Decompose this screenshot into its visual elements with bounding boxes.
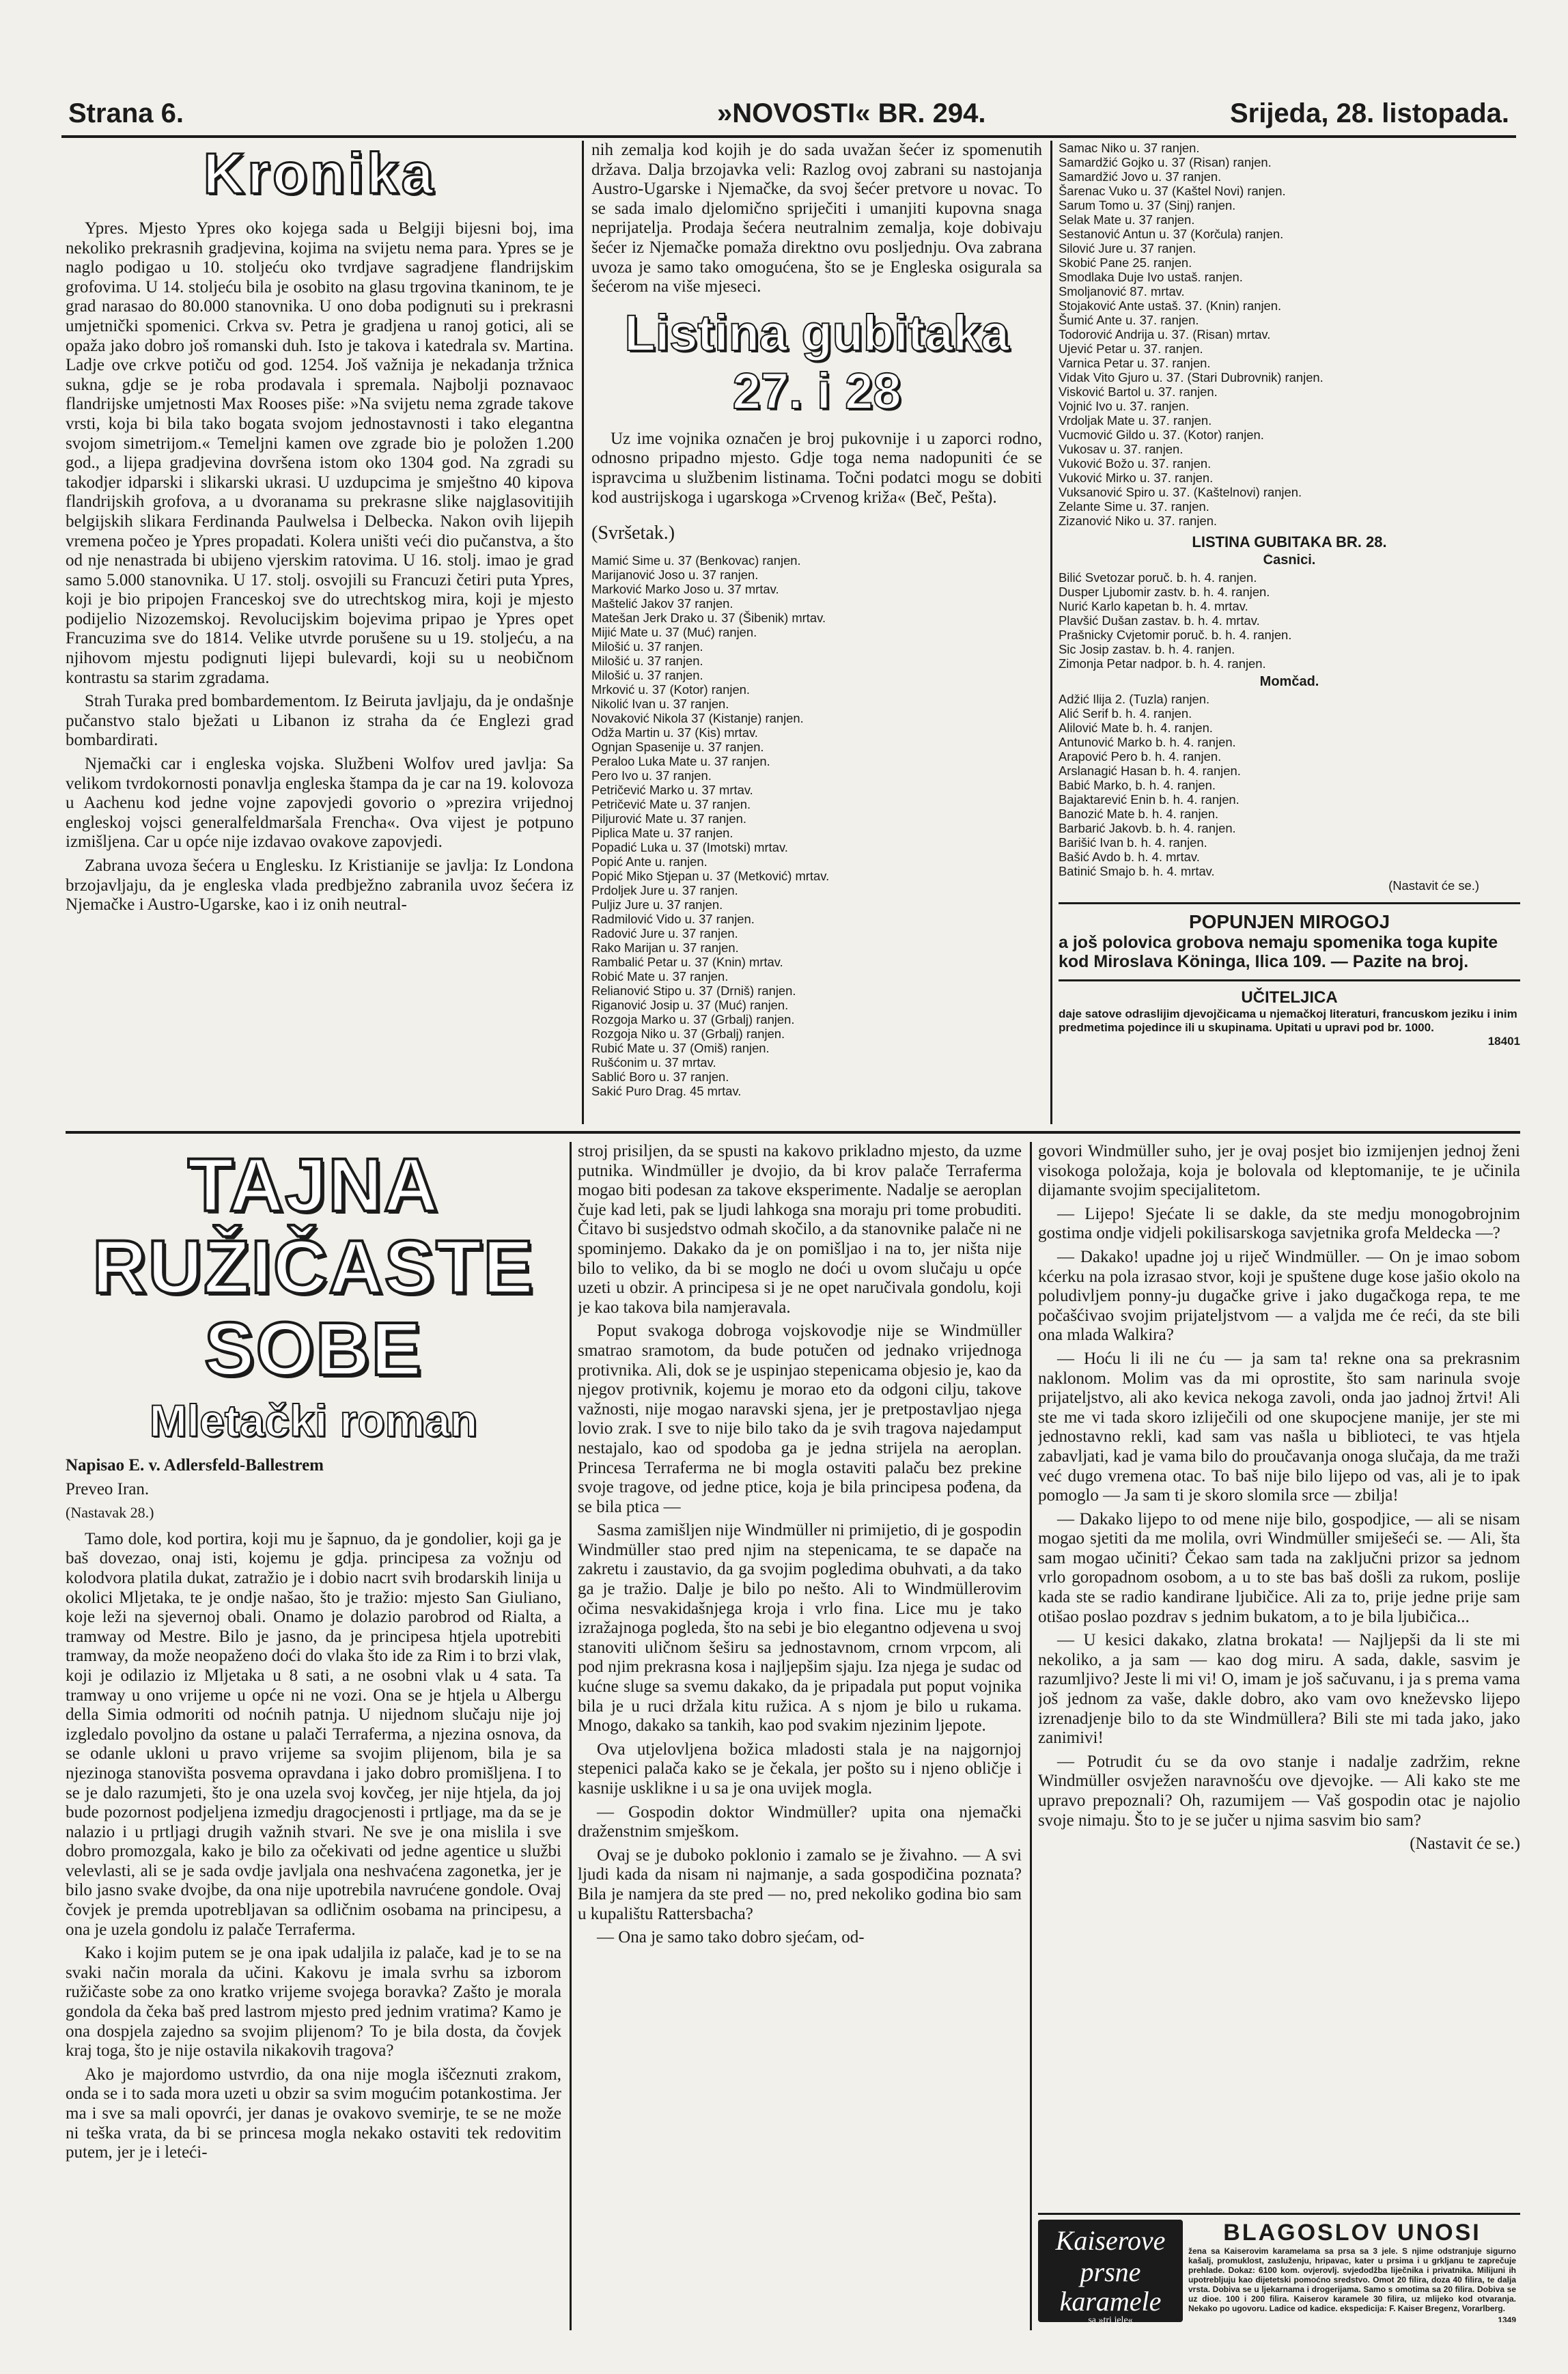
blagoslov-body: žena sa Kaiserovim karamelama sa prsa sa 3 jele. S njime odstranjuje sigurno kašalj, promuklost, zasluženju, hripavac, kater u prsima i u grkljanu te zaprečuje prehlade. Dokaz: 6100 kom. ovjerovlj. svjedodžba liječnika i privatnika. Milijuni ih upotrebljuju kao dijetetski pomoćno sredstvo. Omot 20 filira, doza 40 filira, te dalja vrsta. Dobiva se u ljekarnama i drogerijama. Samo s omotima sa 20 filira. Dobiva se uz dioe. 100 i 200 filira. Kaiserov karamele 30 filira, uz mlijeko kod otvaranja. Nekako po ugovoru. Ladice od kadice. ekspedicija: F. Kaiser Bregenz, Vorarlberg.	[1188, 2246, 1516, 2313]
casualty-entry: Adžić Ilija 2. (Tuzla) ranjen.	[1059, 692, 1210, 706]
casualty-entry: Rubić Mate u. 37 (Omiš) ranjen.	[591, 1040, 770, 1055]
masthead: »NOVOSTI« BR. 294.	[717, 98, 986, 128]
casualty-entry: Bilić Svetozar poruč. b. h. 4. ranjen.	[1059, 570, 1257, 585]
casualty-entry: Stojaković Ante ustaš. 37. (Knin) ranjen.	[1059, 298, 1282, 313]
casualty-entry: Nurić Karlo kapetan b. h. 4. mrtav.	[1059, 599, 1248, 613]
casualty-entry: Sakić Puro Drag. 45 mrtav.	[591, 1083, 742, 1098]
novel-text-2c: Sasma zamišljen nije Windmüller ni primijetio, di je gospodin Windmüller stao pred njim na stepenicama, te se dapače na zakretu i zaustavio, da ga svojim pogledima obuhvati, a da tako ga je tražio. Dalje je bilo po nešto. Ali to Windmüllerovim očima nesvakidašnjega kroja i vrlo fina. Lice mu je tako izražajnoga pogleda, što na sebi je bio elegantno odjevena u svoj stanoviti uličnom šeširu sa jednostavnom, crnom vrpcom, ali pod njim prekrasna kosa i najljepšim sjaju. Iza njega je sudac od kućne sluge sa svemu dakako, da je pripadala put poput vojnika bila je u ruci držala kitu ružica. A s njom je bilo u rukama. Mnogo, dakako sa tankih, kao pod svakim njezinim ljepote.	[578, 1521, 1022, 1735]
novel-text-2a: stroj prisiljen, da se spusti na kakovo prikladno mjesto, da uzme putnika. Windmüller je dvojio, da bi krov palače Terraferma mogao biti podesan za takove eksperimente. Nadalje se aeroplan čuje kad leti, pak se ljudi lahkoga sna moraju pri tome probuditi. Čitavo bi susjedstvo odmah skočilo, a da stanovnike palače ni ne spominjemo. Dakako da je on pomišljao i na to, jer ništa nije bilo to veliko, da bi se moglo ne doći u ovom slučaju u opće uzeti u obzir. A principesa si je ne opet naručivala gondolu, koji je kao takova bila namjeravala.	[578, 1142, 1022, 1317]
casualty-entry: Plavšić Dušan zastav. b. h. 4. mrtav.	[1059, 613, 1260, 628]
casualty-entry: Antunović Marko b. h. 4. ranjen.	[1059, 735, 1236, 749]
casualty-entry: Samac Niko u. 37 ranjen.	[1059, 141, 1200, 155]
ad-divider	[1038, 2213, 1520, 2215]
casualty-entry: Sestanović Antun u. 37 (Korčula) ranjen.	[1059, 227, 1284, 241]
kaiserove-line2: prsne	[1080, 2257, 1141, 2287]
casualty-entry: Barišić Ivan b. h. 4. ranjen.	[1059, 835, 1207, 850]
casualty-entry: Bašić Avdo b. h. 4. mrtav.	[1059, 850, 1200, 864]
casualty-entry: Piplica Mate u. 37 ranjen.	[591, 825, 733, 840]
casualty-entry: Maštelić Jakov 37 ranjen.	[591, 596, 733, 611]
right-top-column	[1059, 141, 1520, 1124]
casualty-entry: Zelante Sime u. 37. ranjen.	[1059, 499, 1209, 514]
casualty-entry: Varnica Petar u. 37. ranjen.	[1059, 356, 1211, 370]
casualty-entry: Šumić Ante u. 37. ranjen.	[1059, 313, 1199, 327]
listing-intro: Uz ime vojnika označen je broj pukovnije i u zaporci rodno, odnosno pripadno mjesto. Gdje toga nema nadopuniti će se ispravcima u službenim listinama. Točni podatci mogu se dobiti kod austrijskoga i ugarskoga »Crvenog križa« (Beč, Pešta).	[591, 429, 1042, 507]
casualty-entry: Rako Marijan u. 37 ranjen.	[591, 940, 739, 955]
listing-names-mid	[591, 553, 1042, 1098]
casualty-entry: Vuksanović Spiro u. 37. (Kaštelnovi) ranjen.	[1059, 485, 1302, 499]
casualty-entry: Sarum Tomo u. 37 (Sinj) ranjen.	[1059, 198, 1236, 212]
column-divider	[1050, 141, 1052, 1124]
casualty-entry: Mijić Mate u. 37 (Muć) ranjen.	[591, 624, 757, 639]
novel-translator: Preveo Iran.	[66, 1479, 150, 1498]
casualty-entry: Relianović Stipo u. 37 (Drniš) ranjen.	[591, 983, 796, 998]
novel-text-3d: — Hoću li ili ne ću — ja sam ta! rekne ona sa prekrasnim naklonom. Molim vas da mi oprostite, što sam narinula svoje prijateljstvo, ali ako kevica nekoga zavoli, onda jao jadnoj žrtvi! Ali ste me vi tada skoro izliječili od one skupocjene manije, jer ste mi jednostavno rekli, kad sam vas našla u biblioteci, te vas htjela zabavljati, kad je vama bilo do proučavanja onoga slučaja, da me traži već dugo vremena otac. To baš nije bilo lijepo od vas, ali je to ipak pomoglo — Ja sam ti je skoro slomila srce — zbilja!	[1038, 1349, 1520, 1505]
casualty-entry: Banozić Mate b. h. 4. ranjen.	[1059, 807, 1219, 821]
novel-column-3	[1038, 1142, 1520, 2211]
casualty-entry: Arapović Pero b. h. 4. ranjen.	[1059, 749, 1222, 764]
novel-title: TAJNA RUŽIČASTE SOBE	[92, 1143, 535, 1391]
ad-teacher-title: UČITELJICA	[1241, 988, 1338, 1007]
casualty-entry: Pero Ivo u. 37 ranjen.	[591, 768, 712, 783]
casualty-entry: Selak Mate u. 37 ranjen.	[1059, 212, 1195, 227]
novel-text-2f: Ovaj se je duboko poklonio i zamalo se je živahno. — A svi ljudi kada da nisam ni najmanje, a sada gospodičina poznata? Bila je namjera da ste pred — no, pred nekoliko godina bio sam u kupalištu Rattersbacha?	[578, 1845, 1022, 1923]
issue-date: Srijeda, 28. listopada.	[1229, 98, 1509, 128]
casualty-entry: Bajaktarević Enin b. h. 4. ranjen.	[1059, 792, 1240, 807]
casualty-entry: Petričević Marko u. 37 mrtav.	[591, 782, 753, 797]
section-divider	[66, 1131, 1520, 1134]
listing-names-right-c	[1059, 692, 1520, 878]
novel-text-1b: Kako i kojim putem se je ona ipak udaljila iz palače, kad je to se na svaki način morala da učini. Kakovu je imala svrhu sa izborom ružičaste sobe za ono kratko vrijeme svojega boravka? Zašto je morala gondola da čeka baš pred lastrom mjesto pred jednim vratima? Kamo je ona dospjela zajedno sa svojim plijenom? To je bila dosta, da čovjek kraj toga, što je nije ostavila nikakovih tragova?	[66, 1944, 561, 2061]
casualty-entry: Milošić u. 37 ranjen.	[591, 639, 703, 654]
casualty-entry: Todorović Andrija u. 37. (Risan) mrtav.	[1059, 327, 1271, 341]
casualty-entry: Visković Bartol u. 37. ranjen.	[1059, 385, 1218, 399]
novel-column-2	[578, 1142, 1022, 2330]
casualty-entry: Dusper Ljubomir zastv. b. h. 4. ranjen.	[1059, 585, 1270, 599]
column-divider	[570, 1142, 572, 2330]
casualty-entry: Sic Josip zastav. b. h. 4. ranjen.	[1059, 642, 1235, 656]
casualty-entry: Mamić Sime u. 37 (Benkovac) ranjen.	[591, 553, 801, 568]
novel-text-1c: Ako je majordomo ustvrdio, da ona nije mogla iščeznuti zrakom, onda se i to sada mora uzeti u obzir sa svim mogućim potankostima. Jer ma i sve sa mali opovrći, jer danas je ovakovo svemirje, te se ne može ni teška vrata, da bi se princesa mogla nekako ostaviti tek redovitim putem, jer je i leteći-	[66, 2065, 561, 2162]
casualty-entry: Babić Marko, b. h. 4. ranjen.	[1059, 778, 1216, 792]
casualty-entry: Rozgoja Niko u. 37 (Grbalj) ranjen.	[591, 1026, 785, 1041]
ad-divider	[1059, 902, 1520, 904]
blagoslov-title: BLAGOSLOV UNOSI	[1223, 2220, 1481, 2246]
casualty-entry: Smoljanović 87. mrtav.	[1059, 284, 1185, 298]
casualty-entry: Marković Marko Joso u. 37 mrtav.	[591, 581, 779, 596]
kaiserove-mini: sa »tri jele«	[1088, 2315, 1133, 2326]
casualty-entry: Popić Ante u. ranjen.	[591, 854, 708, 869]
listing-title: Listina gubitaka 27. i 28	[624, 304, 1009, 419]
casualty-entry: Riganović Josip u. 37 (Muć) ranjen.	[591, 997, 789, 1012]
novel-text-3g: — Potrudit ću se da ovo stanje i nadalje zadržim, rekne Windmüller osvježen naravnošću ove djevojke. — Ali kako ste me upravo prepoznali? Oh, razumijem — Vaš gospodin otac je najolio svoje nimaju. Što to je se jučer u njima sasvim bio sam?	[1038, 1752, 1520, 1830]
casualty-entry: Prašnicky Cvjetomir poruč. b. h. 4. ranjen.	[1059, 628, 1292, 642]
ad-teacher-body: daje satove odraslijim djevojčicama u njemačkoj literaturi, francuskom jeziku i inim predmetima pojedince ili u skupinama. Upitati u upravi pod br. 1000.	[1059, 1007, 1517, 1034]
novel-text-2e: — Gospodin doktor Windmüller? upita ona njemački draženstnim smješkom.	[578, 1802, 1022, 1841]
casualty-entry: Samardžić Jovo u. 37 ranjen.	[1059, 169, 1222, 184]
casualty-entry: Radović Jure u. 37 ranjen.	[591, 925, 738, 940]
novel-text-2d: Ova utjelovljena božica mladosti stala je na najgornjoj stepenici palača kako se je čekala, jer pošto su i njeno obličje i kasnije usklikne i u sa je ona uvijek mogla.	[578, 1740, 1022, 1798]
casualty-entry: Piljurović Mate u. 37 ranjen.	[591, 811, 746, 826]
page-header	[61, 93, 1516, 138]
listing-names-right-b	[1059, 570, 1520, 671]
officers-heading: Časnici.	[1263, 553, 1316, 568]
casualty-entry: Prdoljek Jure u. 37 ranjen.	[591, 882, 738, 897]
casualty-entry: Milošić u. 37 ranjen.	[591, 667, 703, 682]
blagoslov-ad	[1188, 2220, 1516, 2322]
novel-text-3c: — Dakako! upadne joj u riječ Windmüller. — On je imao sobom kćerku na pola izrasao stvor, koji je spuštene duge kose jašio okolo na poludivljem ponny-ju dugačke grive i jako dugačkoga repa, te me počašćivao svojim prijateljstvom — a valjda me će reći, da ste bili ona mlada Walkira?	[1038, 1247, 1520, 1345]
kronika-secer: Zabrana uvoza šećera u Englesku. Iz Kristianije se javlja: Iz Londona brzojavljaju, da je engleska vlada predbježno zabranila uvoz šećera iz Njemačke i Austro-Ugarske, kao i iz onih neutral-	[66, 856, 574, 914]
secer-continued: nih zemalja kod kojih je do sada uvažan šećer iz spomenutih država. Dalja brzojavka veli: Razlog ovoj zabrani su nastojanja Austro-Ugarske i Njemačke, da svoj šećer pretvore u novac. To se sada imalo djelomično spriječiti i umanjiti kupovna snaga neprijatelja. Prodaja šećera neutralnim zemalja, koje dobivaju šećer iz Njemačke pomaža direktno ovu posljednju. Ova zabrana uvoza je samo tako omogućena, što se je Engleska osigurala sa šećerom na više mjeseci.	[591, 141, 1042, 296]
casualty-entry: Popić Miko Stjepan u. 37 (Metković) mrtav.	[591, 868, 830, 883]
casualty-entry: Novaković Nikola 37 (Kistanje) ranjen.	[591, 710, 804, 725]
casualty-entry: Rušćonim u. 37 mrtav.	[591, 1055, 716, 1070]
ad-divider	[1059, 979, 1520, 981]
middle-top-column	[591, 141, 1042, 1124]
casualty-entry: Šarenac Vuko u. 37 (Kaštel Novi) ranjen.	[1059, 184, 1286, 198]
kronika-car: Njemački car i engleska vojska. Službeni Wolfov ured javlja: Sa velikom tvrdokornosti ponavlja engleska štampa da je car na 19. kolovoza u Aachenu kod jedne vojne zapovjedi govorio o »prezira vrijednoj engleskoj vojsci generalfeldmaršala Frencha«. Ova vijest je potpuno izmišljena. Car u opće nije izdavao ovakove zapovjedi.	[66, 755, 574, 852]
kaiserove-line3: karamele	[1059, 2286, 1162, 2317]
casualty-entry: Smodlaka Duje Ivo ustaš. ranjen.	[1059, 270, 1243, 284]
casualty-entry: Alić Serif b. h. 4. ranjen.	[1059, 706, 1192, 721]
casualty-entry: Milošić u. 37 ranjen.	[591, 653, 703, 668]
casualty-entry: Vucmović Gildo u. 37. (Kotor) ranjen.	[1059, 428, 1264, 442]
page-number: Strana 6.	[68, 98, 184, 128]
ad-mirogoj-title: POPUNJEN MIROGOJ	[1188, 911, 1390, 932]
casualty-entry: Nikolić Ivan u. 37 ranjen.	[591, 696, 729, 711]
kronika-ypres: Ypres. Mjesto Ypres oko kojega sada u Belgiji bijesni boj, ima nekoliko prekrasnih gradjevina, kojima na svijetu nema para. Ypres se je naglo podigao u 10. stoljeću oko tvrdjave sagradjene flandrijskim grofovima. U 14. stoljeću bila je osobito na glasu trgovina tkaninom, te je grad narasao do 80.000 stanovnika. U ono doba podignuti su i prekrasni umjetnički spomenici. Crkva sv. Petra je gradjena u ranoj gotici, ali se opaža jako dobro još romanski duh. Isto je takova i katedrala sv. Martina. Ladje ove crkve potiču od god. 1254. Još važnija je nekadanja tržnica sukna, gdje se je roba prodavala i spremala. Najbolji poznavaoc flandrijske umjetnosti Max Rooses piše: »Na svijetu nema zgrade takove vrsti, koja bi bila tako bogata svojom jednostavnosti i tako elegantna svojom simetrijom.« Temeljni kamen ove zgrade bio je položen 1.200 god., a lijepa gradjevina dovršena istom oko 1304 god. Na zgradi su takodjer idparski i slikarski ukrasi. U uzdupcima je smještno 40 kipova flandrijskih grofova, a u dvoranama su prekrasne slike najglasovitijih belgijskih slikara Ferdinanda Paulwelsa i Delbecka. Nakon ovih lijepih vremena počeo je Ypres propadati. Kolera uništi veći dio pučanstva, a što od nje nenastrada bi ubijeno vjerskim ratovima. U 16. stolj. imao je grad samo 5.000 stanovnika. U 17. stolj. osvojili su Francuzi četiri puta Ypres, koji je bio pripojen Franceskoj sve do utrechtskog mira, koji je mjesto podijelio Nizozemskoj. Revolucijskim bojevima pripao je Ypres opet Francuzima sve do 1814. Velike utvrde porušene su u 19. stoljeću, a na njihovom mjestu podignuti lijepi bulevardi, koji su u neobičnom kontrastu sa starim zgradama.	[66, 219, 574, 687]
listing-28-heading: LISTINA GUBITAKA BR. 28.	[1192, 535, 1387, 549]
novel-installment: (Nastavak 28.)	[66, 1504, 154, 1522]
casualty-entry: Zizanović Niko u. 37. ranjen.	[1059, 514, 1218, 528]
casualty-entry: Odža Martin u. 37 (Kis) mrtav.	[591, 725, 758, 740]
casualty-entry: Rozgoja Marko u. 37 (Grbalj) ranjen.	[591, 1011, 795, 1027]
casualty-entry: Vrdoljak Mate u. 37. ranjen.	[1059, 413, 1212, 428]
casualty-entry: Batinić Smajo b. h. 4. mrtav.	[1059, 864, 1215, 878]
casualty-entry: Robić Mate u. 37 ranjen.	[591, 968, 729, 983]
listing-names-right-a	[1059, 141, 1520, 528]
ad-teacher-number: 18401	[1487, 1035, 1520, 1048]
casualty-entry: Popadić Luka u. 37 (Imotski) mrtav.	[591, 839, 788, 854]
novel-text-1a: Tamo dole, kod portira, koji mu je šapnuo, da je gondolier, koji ga je baš dovezao, onaj isti, kojemu je gdja. principesa za vožnju od kolodvora platila dukat, zatražio je i dobio nacrt svih brodarskih linija u okolici Mljetaka, te je ondje našao, što je tražio: mjesto San Giuliano, koje leži na sjevernoj obali. Onamo je dolazio parobrod od Rialta, a tramway od Mestre. Bilo je jasno, da je principesa htjela upotrebiti tramway, da može neopaženo doći do vlaka što ide za Rim i to brzi vlak, koji je odilazio iz Mljetaka u 8 sati, a ne osobni vlak u 4 sata. Ta tramway u ono vrijeme u opće ni ne vozi. Ona se je htjela u Albergu della Simia odmoriti od noćnih patnja. U nijednom slučaju nije joj izgledalo povoljno da ostane u palači Terraferma, a njezina osnova, da se odanle ukloni u pravo vrijeme sa svojim plijenom, bila je sa njezinoga stanovišta posvema opravdana i jako dobro promišljena. I to se je dalo razumjeti, što je ona uzela svoj kovčeg, jer nije htjela, da joj bude pozornost podjeljena izmedju dragocjenosti i prtljage, ma da se je nalazio i u prtljagi drugih važnih stvari. Ne sve je ona mislila i sve dobro promozgala, kako je bilo za očekivati od jedne agentice u službi velevlasti, ali se je sada ovdje javljala ona neshvaćena zagonetka, jer je bilo jasno svake dvojbe, da ona nije upotrebila navrućene gondole. Ovaj čovjek je premda upotrebljavan sa odličnim osobama na principesu, a ona je uzela gondolu iz palače Terraferma.	[66, 1529, 561, 1939]
novel-author: Napisao E. v. Adlersfeld-Ballestrem	[66, 1456, 324, 1475]
casualty-entry: Arslanagić Hasan b. h. 4. ranjen.	[1059, 764, 1241, 778]
casualty-entry: Barbarić Jakovb. b. h. 4. ranjen.	[1059, 821, 1236, 835]
casualty-entry: Samardžić Gojko u. 37 (Risan) ranjen.	[1059, 155, 1272, 169]
casualty-entry: Zimonja Petar nadpor. b. h. 4. ranjen.	[1059, 656, 1266, 671]
casualty-entry: Rambalić Petar u. 37 (Knin) mrtav.	[591, 954, 783, 969]
casualty-entry: Peraloo Luka Mate u. 37 ranjen.	[591, 753, 770, 768]
novel-text-2g: — Ona je samo tako dobro sjećam, od-	[597, 1928, 865, 1947]
casualty-entry: Silović Jure u. 37 ranjen.	[1059, 241, 1196, 255]
casualty-entry: Alilović Mate b. h. 4. ranjen.	[1059, 721, 1213, 735]
casualty-entry: Matešan Jerk Drako u. 37 (Šibenik) mrtav.	[591, 610, 826, 625]
casualty-entry: Sablić Boro u. 37 ranjen.	[591, 1069, 729, 1084]
ad-mirogoj-body: a još polovica grobova nemaju spomenika toga kupite kod Miroslava Köninga, Ilica 109. — Pazite na broj.	[1059, 933, 1498, 971]
kronika-turci: Strah Turaka pred bombardementom. Iz Beiruta javljaju, da je ondašnje pučanstvo stalo bježati u Libanon iz straha da će Englezi grad bombardirati.	[66, 692, 574, 750]
kronika-column	[66, 141, 574, 1124]
novel-text-3b: — Lijepo! Sjećate li se dakle, da ste medju monogobrojnim gostima ondje vidjeli pokilisarskoga savjetnika grofa Meldecka —?	[1038, 1204, 1520, 1243]
crew-heading: Momčad.	[1259, 675, 1319, 689]
novel-column-1	[66, 1142, 561, 2330]
casualty-entry: Ujević Petar u. 37. ranjen.	[1059, 341, 1203, 356]
casualty-entry: Vukosav u. 37. ranjen.	[1059, 442, 1184, 456]
casualty-entry: Marijanović Joso u. 37 ranjen.	[591, 567, 759, 582]
novel-text-3e: — Dakako lijepo to od mene nije bilo, gospodjice, — ali se nisam mogao sjetiti da me molila, ovri Windmüller smiješeći se. — Ali, šta sam mogao učiniti? Čekao sam tada na zaključni prizor sa jednom vrlo goropadnom osobom, a u to ste bas baš došli za rukom, poslije kada ste se radio kandirane ljubičice. Ali za to, prije jedne prije sam otišao poslao pozdrav s jednim bukatom, a to je bila ljubičica...	[1038, 1509, 1520, 1626]
listing-end: (Svršetak.)	[591, 522, 675, 544]
listing-28-block	[1059, 535, 1520, 568]
casualty-entry: Vojnić Ivo u. 37. ranjen.	[1059, 399, 1190, 413]
casualty-entry: Skobić Pane 25. ranjen.	[1059, 255, 1192, 270]
casualty-entry: Mrković u. 37 (Kotor) ranjen.	[591, 682, 751, 697]
kronika-title: Kronika	[203, 141, 436, 206]
continue-block	[1059, 878, 1520, 893]
novel-text-3f: — U kesici dakako, zlatna brokata! — Najljepši da li ste mi nekoliko, a ja sam — kao dog miru. A sada, dakle, sasvim je razumljivo? Jeste li mi vi! O, imam je još sačuvanu, i ja s prema vama još jednom za vaše, dakle dobro, ako vam ovo kneževsko lijepo izrenadjenje bilo to da ste Windmüllera? Bili ste mi tada jako, jako zanimivi!	[1038, 1631, 1520, 1748]
novel-text-2b: Poput svakoga dobroga vojskovodje nije se Windmüller smatrao sramotom, da bude potučen od jednako vrijednoga protivnika. Ali, dok se je uspinjao stepenicama objesio je, kao da njegov protivnik, kojemu je morao eto da odgoni cilju, takove važnosti, nije mogao naravski sjena, jer je pretpostavljao njega lovio zrak. I sve to nije bilo tako da je svih tragova najedamput nestajalo, kao od spodoba ga je jedna strijela na aeroplan. Princesa Terraferma ne bi mogla ostaviti palaču bez prekine svoje tragove, od jedne ptice, koja je bila principesa pođena, da se bila ptica —	[578, 1322, 1022, 1516]
casualty-entry: Ognjan Spasenije u. 37 ranjen.	[591, 739, 764, 754]
casualty-entry: Vuković Mirko u. 37. ranjen.	[1059, 471, 1214, 485]
kaiserove-line1: Kaiserove	[1055, 2225, 1166, 2256]
casualty-entry: Radmilović Vido u. 37 ranjen.	[591, 911, 755, 926]
kaiserove-ad-logo	[1038, 2220, 1183, 2326]
novel-text-3a: govori Windmüller suho, jer je ovaj posjet bio izmijenjen jednoj ženi visokoga položaja, koja je bolovala od kleptomanije, te je učinila dijamante svojim specijalitetom.	[1038, 1142, 1520, 1200]
novel-continue: (Nastavit će se.)	[1410, 1834, 1520, 1854]
casualty-entry: Petričević Mate u. 37 ranjen.	[591, 796, 751, 811]
novel-subtitle: Mletački roman	[149, 1395, 478, 1446]
casualty-entry: Vuković Božo u. 37. ranjen.	[1059, 456, 1212, 471]
casualty-entry: Vidak Vito Gjuro u. 37. (Stari Dubrovnik) ranjen.	[1059, 370, 1324, 385]
casualty-entry: Puljiz Jure u. 37 ranjen.	[591, 897, 723, 912]
column-divider	[582, 141, 584, 1124]
crew-block	[1059, 675, 1520, 689]
continue-note: (Nastavit će se.)	[1388, 878, 1479, 893]
blagoslov-number: 1349	[1498, 2315, 1516, 2322]
column-divider	[1030, 1142, 1032, 2330]
